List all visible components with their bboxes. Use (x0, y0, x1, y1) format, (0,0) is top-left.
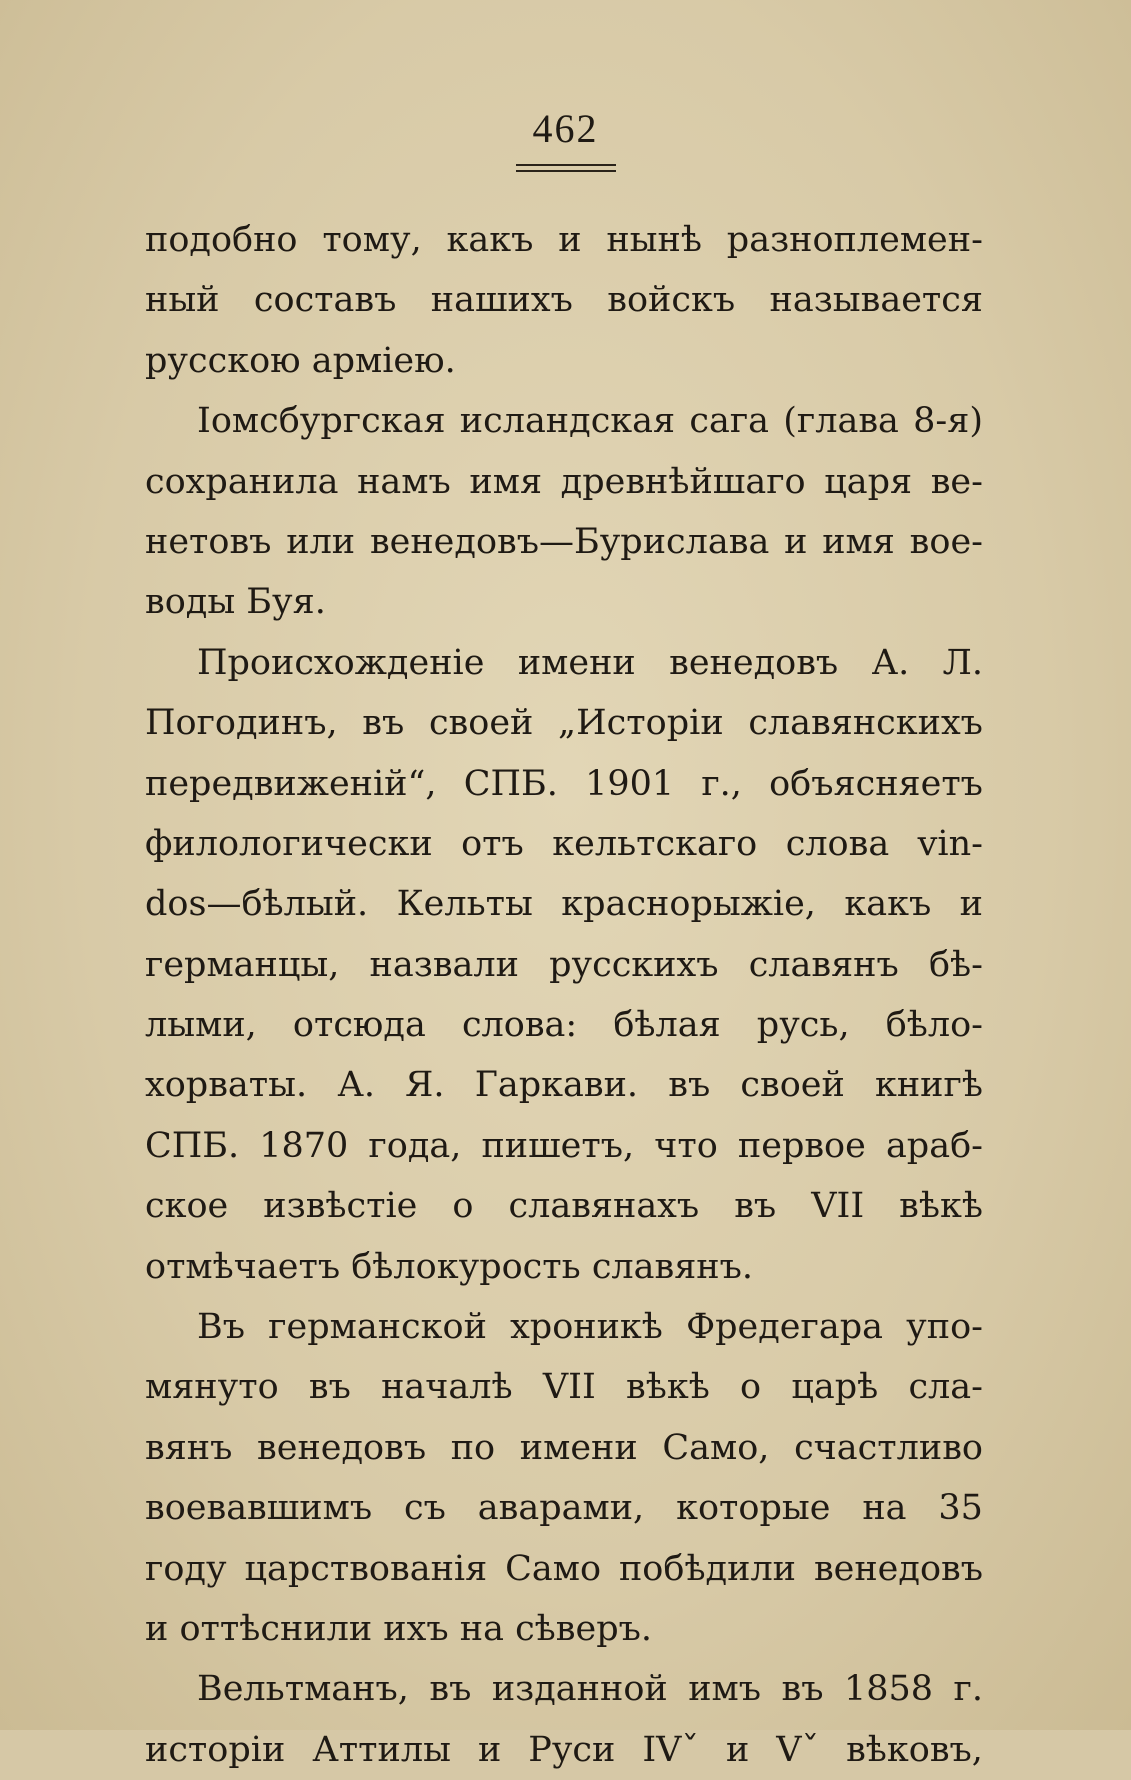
text-line: СПБ. 1870 года, пишетъ, что первое араб- (145, 1125, 983, 1166)
text-line: Происхожденіе имени венедовъ А. Л. (197, 642, 983, 683)
text-line: русскою арміею. (145, 340, 456, 381)
text-line: вянъ венедовъ по имени Само, счастливо (145, 1427, 983, 1468)
text-line: году царствованія Само побѣдили венедовъ (145, 1548, 983, 1589)
text-line: подобно тому, какъ и нынѣ разноплемен- (145, 220, 983, 260)
text-line: германцы, назвали русскихъ славянъ бѣ- (145, 944, 983, 985)
text-line: хорваты. А. Я. Гаркави. въ своей книгѣ (145, 1065, 983, 1106)
text-line: Вельтманъ, въ изданной имъ въ 1858 г. (197, 1669, 983, 1710)
text-line: мянуто въ началѣ VII вѣкѣ о царѣ сла- (145, 1367, 983, 1408)
text-line: исторіи Аттилы и Руси IVˇ и Vˇ вѣковъ, (145, 1729, 983, 1770)
text-line: воевавшимъ съ аварами, которые на 35 (145, 1488, 983, 1529)
text-line: филологически отъ кельтскаго слова vin- (145, 823, 983, 864)
text-line: Въ германской хроникѣ Фредегара упо- (197, 1307, 983, 1348)
text-line: и оттѣснили ихъ на сѣверъ. (145, 1608, 653, 1649)
text-line: ское извѣстіе о славянахъ въ VII вѣкѣ (145, 1186, 983, 1227)
text-line: передвиженій“, СПБ. 1901 г., объясняетъ (145, 763, 983, 804)
header-rule-top (516, 164, 616, 166)
text-line: нетовъ или венедовъ—Бурислава и имя вое- (145, 521, 983, 562)
body-text (145, 210, 983, 1780)
text-line: Погодинъ, въ своей „Исторіи славянскихъ (145, 703, 983, 744)
page-number: 462 (532, 106, 599, 151)
text-line: отмѣчаетъ бѣлокурость славянъ. (145, 1246, 754, 1287)
text-line: воды Буя. (145, 582, 326, 623)
text-line: Іомсбургская исландская сага (глава 8-я) (197, 401, 983, 442)
text-line: dos—бѣлый. Кельты краснорыжіе, какъ и (145, 884, 983, 925)
text-line: лыми, отсюда слова: бѣлая русь, бѣло- (145, 1005, 983, 1046)
text-line: ный составъ нашихъ войскъ называется (145, 280, 983, 321)
header-rule-bottom (516, 170, 616, 172)
text-line: сохранила намъ имя древнѣйшаго царя ве- (145, 461, 983, 502)
